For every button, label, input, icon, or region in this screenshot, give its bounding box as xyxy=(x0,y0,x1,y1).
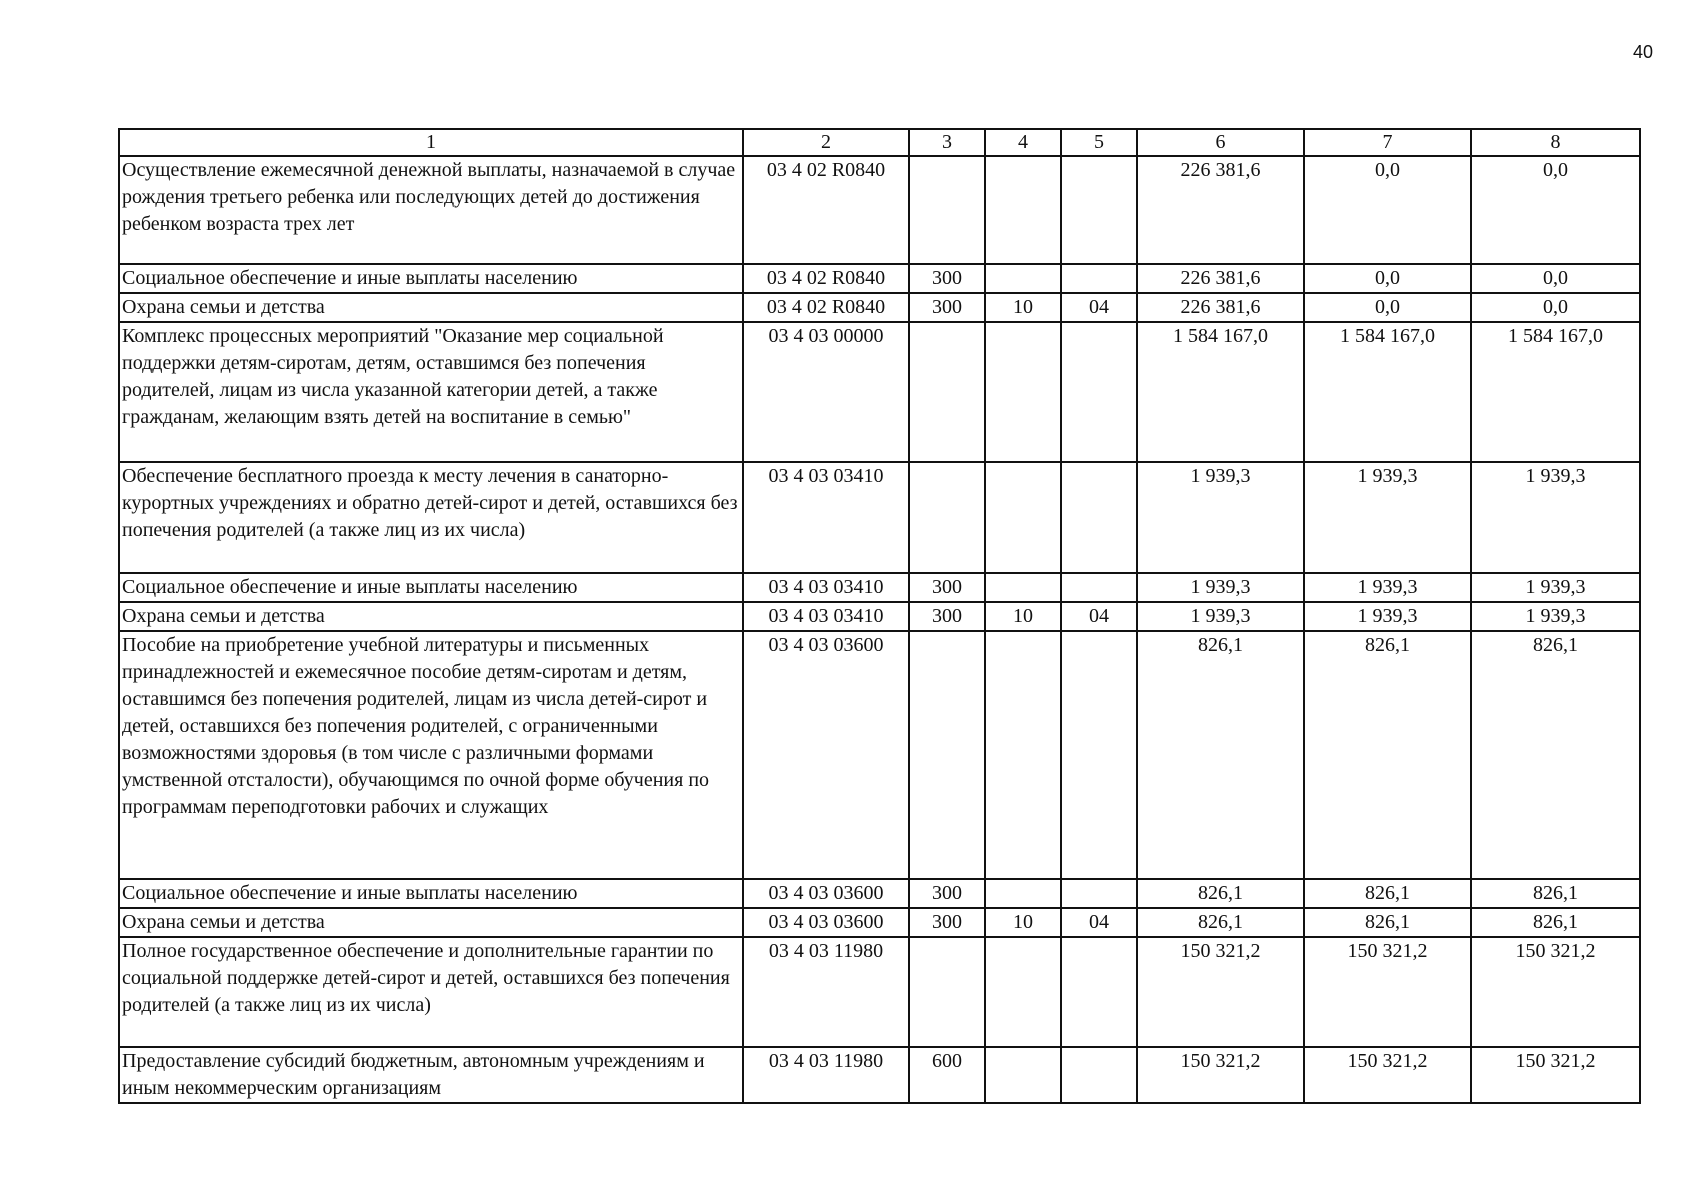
row-value-8: 1 584 167,0 xyxy=(1471,322,1640,462)
row-name: Социальное обеспечение и иные выплаты населению xyxy=(119,879,743,908)
header-cell: 7 xyxy=(1304,129,1471,156)
table-row xyxy=(119,602,1640,631)
row-code: 03 4 03 03600 xyxy=(743,879,909,908)
row-expense-type xyxy=(909,156,985,264)
row-expense-type: 300 xyxy=(909,879,985,908)
row-section xyxy=(985,156,1061,264)
row-value-7: 1 584 167,0 xyxy=(1304,322,1471,462)
header-cell: 3 xyxy=(909,129,985,156)
row-value-8: 0,0 xyxy=(1471,293,1640,322)
table-row xyxy=(119,462,1640,573)
row-subsection xyxy=(1061,156,1137,264)
header-cell: 1 xyxy=(119,129,743,156)
row-value-6: 826,1 xyxy=(1137,631,1304,879)
row-subsection xyxy=(1061,264,1137,293)
row-value-6: 1 939,3 xyxy=(1137,462,1304,573)
row-subsection xyxy=(1061,462,1137,573)
row-section xyxy=(985,937,1061,1047)
row-value-6: 150 321,2 xyxy=(1137,1047,1304,1103)
table-row xyxy=(119,322,1640,462)
table-row xyxy=(119,879,1640,908)
row-value-7: 826,1 xyxy=(1304,631,1471,879)
row-name: Пособие на приобретение учебной литературы и письменных принадлежностей и ежемесячное пособие детям-сиротам и детям, оставшимся без попечения родителей, лицам из числа детей-сирот и детей, оставшихся без попечения родителей, с ограниченными возможностями здоровья (в том числе с различными формами умственной отсталости), обучающимся по очной форме обучения по программам переподготовки рабочих и служащих xyxy=(119,631,743,879)
row-section xyxy=(985,1047,1061,1103)
row-value-7: 150 321,2 xyxy=(1304,1047,1471,1103)
row-value-8: 826,1 xyxy=(1471,879,1640,908)
row-value-7: 0,0 xyxy=(1304,156,1471,264)
row-subsection xyxy=(1061,1047,1137,1103)
row-name: Полное государственное обеспечение и дополнительные гарантии по социальной поддержке детей-сирот и детей, оставшихся без попечения родителей (а также лиц из их числа) xyxy=(119,937,743,1047)
row-name: Социальное обеспечение и иные выплаты населению xyxy=(119,573,743,602)
row-expense-type: 300 xyxy=(909,602,985,631)
table-row xyxy=(119,264,1640,293)
row-value-7: 1 939,3 xyxy=(1304,462,1471,573)
row-expense-type xyxy=(909,462,985,573)
row-value-6: 826,1 xyxy=(1137,879,1304,908)
row-subsection xyxy=(1061,879,1137,908)
row-name: Предоставление субсидий бюджетным, автономным учреждениям и иным некоммерческим организациям xyxy=(119,1047,743,1103)
row-value-7: 826,1 xyxy=(1304,879,1471,908)
row-expense-type: 600 xyxy=(909,1047,985,1103)
row-value-7: 1 939,3 xyxy=(1304,602,1471,631)
row-value-6: 150 321,2 xyxy=(1137,937,1304,1047)
table-row xyxy=(119,1047,1640,1103)
row-value-7: 150 321,2 xyxy=(1304,937,1471,1047)
row-section xyxy=(985,631,1061,879)
row-section xyxy=(985,573,1061,602)
row-code: 03 4 03 11980 xyxy=(743,1047,909,1103)
row-value-7: 0,0 xyxy=(1304,264,1471,293)
header-cell: 6 xyxy=(1137,129,1304,156)
row-value-6: 1 584 167,0 xyxy=(1137,322,1304,462)
row-section: 10 xyxy=(985,602,1061,631)
row-value-8: 150 321,2 xyxy=(1471,937,1640,1047)
row-value-6: 826,1 xyxy=(1137,908,1304,937)
row-expense-type: 300 xyxy=(909,908,985,937)
row-value-8: 1 939,3 xyxy=(1471,573,1640,602)
row-subsection: 04 xyxy=(1061,908,1137,937)
row-expense-type xyxy=(909,631,985,879)
row-section xyxy=(985,264,1061,293)
row-subsection xyxy=(1061,322,1137,462)
row-code: 03 4 03 03600 xyxy=(743,631,909,879)
header-cell: 2 xyxy=(743,129,909,156)
row-subsection: 04 xyxy=(1061,602,1137,631)
row-value-8: 826,1 xyxy=(1471,908,1640,937)
row-code: 03 4 03 03410 xyxy=(743,573,909,602)
row-name: Охрана семьи и детства xyxy=(119,602,743,631)
table-row xyxy=(119,908,1640,937)
row-value-8: 826,1 xyxy=(1471,631,1640,879)
budget-table xyxy=(118,128,1641,1104)
row-code: 03 4 03 03410 xyxy=(743,462,909,573)
row-name: Обеспечение бесплатного проезда к месту лечения в санаторно-курортных учреждениях и обратно детей-сирот и детей, оставшихся без попечения родителей (а также лиц из их числа) xyxy=(119,462,743,573)
row-subsection xyxy=(1061,937,1137,1047)
row-name: Охрана семьи и детства xyxy=(119,293,743,322)
row-value-7: 0,0 xyxy=(1304,293,1471,322)
row-value-6: 226 381,6 xyxy=(1137,293,1304,322)
row-code: 03 4 03 11980 xyxy=(743,937,909,1047)
row-section xyxy=(985,879,1061,908)
header-cell: 5 xyxy=(1061,129,1137,156)
row-value-6: 226 381,6 xyxy=(1137,264,1304,293)
header-cell: 4 xyxy=(985,129,1061,156)
table-row xyxy=(119,156,1640,264)
row-value-8: 1 939,3 xyxy=(1471,462,1640,573)
page-number: 40 xyxy=(1632,42,1653,62)
row-name: Охрана семьи и детства xyxy=(119,908,743,937)
table-row xyxy=(119,293,1640,322)
row-value-6: 1 939,3 xyxy=(1137,573,1304,602)
row-code: 03 4 03 03600 xyxy=(743,908,909,937)
row-name: Социальное обеспечение и иные выплаты населению xyxy=(119,264,743,293)
row-value-7: 1 939,3 xyxy=(1304,573,1471,602)
row-expense-type: 300 xyxy=(909,264,985,293)
table-row xyxy=(119,573,1640,602)
row-subsection: 04 xyxy=(1061,293,1137,322)
row-subsection xyxy=(1061,573,1137,602)
row-code: 03 4 02 R0840 xyxy=(743,156,909,264)
row-expense-type: 300 xyxy=(909,293,985,322)
table-header-row xyxy=(119,129,1640,156)
row-value-8: 150 321,2 xyxy=(1471,1047,1640,1103)
row-name: Осуществление ежемесячной денежной выплаты, назначаемой в случае рождения третьего ребенка или последующих детей до достижения ребенком возраста трех лет xyxy=(119,156,743,264)
row-value-6: 1 939,3 xyxy=(1137,602,1304,631)
row-value-8: 0,0 xyxy=(1471,264,1640,293)
row-value-6: 226 381,6 xyxy=(1137,156,1304,264)
row-expense-type: 300 xyxy=(909,573,985,602)
row-section: 10 xyxy=(985,293,1061,322)
row-section: 10 xyxy=(985,908,1061,937)
row-value-7: 826,1 xyxy=(1304,908,1471,937)
table-row xyxy=(119,631,1640,879)
row-section xyxy=(985,462,1061,573)
row-expense-type xyxy=(909,322,985,462)
row-code: 03 4 02 R0840 xyxy=(743,264,909,293)
row-value-8: 0,0 xyxy=(1471,156,1640,264)
header-cell: 8 xyxy=(1471,129,1640,156)
row-expense-type xyxy=(909,937,985,1047)
row-code: 03 4 03 00000 xyxy=(743,322,909,462)
row-code: 03 4 03 03410 xyxy=(743,602,909,631)
row-value-8: 1 939,3 xyxy=(1471,602,1640,631)
row-subsection xyxy=(1061,631,1137,879)
row-name: Комплекс процессных мероприятий "Оказание мер социальной поддержки детям-сиротам, детям, оставшимся без попечения родителей, лицам из числа указанной категории детей, а также гражданам, желающим взять детей на воспитание в семью" xyxy=(119,322,743,462)
table-row xyxy=(119,937,1640,1047)
row-code: 03 4 02 R0840 xyxy=(743,293,909,322)
row-section xyxy=(985,322,1061,462)
